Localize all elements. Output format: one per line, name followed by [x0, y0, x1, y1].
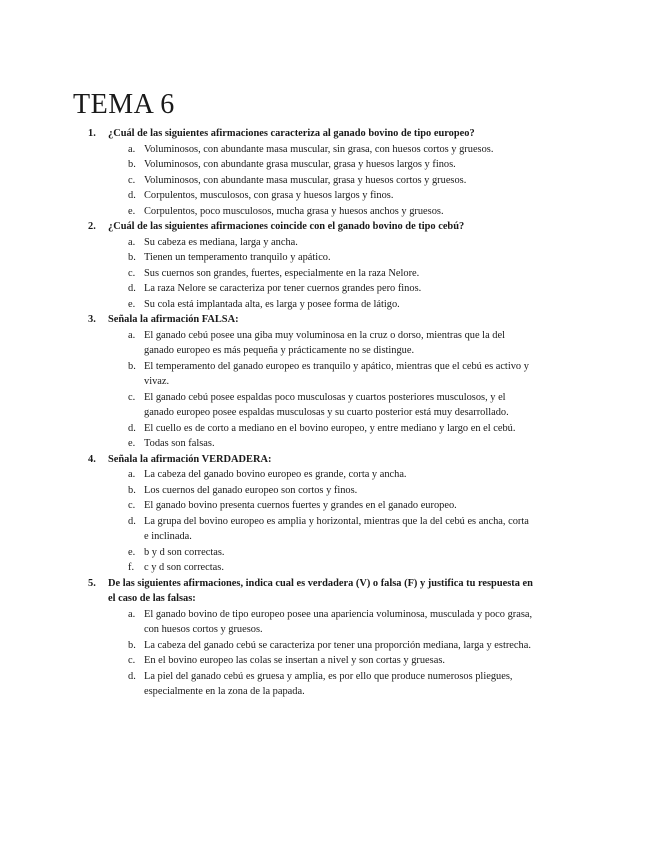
option-letter: c.: [128, 655, 136, 666]
option-letter: a.: [128, 236, 136, 248]
answer-option: [88, 638, 533, 654]
answer-option: [88, 359, 533, 390]
option-letter: b.: [128, 252, 136, 263]
question-text: De las siguientes afirmaciones, indica cual es verdadera (V) o falsa (F) y justifica tu respuesta en el caso de las falsas:: [108, 577, 533, 604]
answer-option: [88, 328, 533, 359]
option-letter: a.: [128, 329, 136, 341]
answer-option: [88, 281, 533, 297]
question-text: Señala la afirmación VERDADERA:: [108, 453, 272, 465]
answer-option: [88, 297, 533, 313]
option-text: c y d son correctas.: [144, 562, 224, 573]
option-text: La cabeza del ganado bovino europeo es grande, corta y ancha.: [144, 469, 407, 480]
question-4: [88, 452, 533, 576]
question-number: 5.: [88, 577, 96, 589]
question-text: ¿Cuál de las siguientes afirmaciones caracteriza al ganado bovino de tipo europeo?: [108, 128, 475, 139]
option-text: La cabeza del ganado cebú se caracteriza por tener una proporción mediana, larga y estrecha.: [144, 639, 531, 651]
question-3: [88, 312, 533, 452]
option-text: b y d son correctas.: [144, 546, 225, 558]
question-1: [88, 126, 533, 219]
question-2: [88, 219, 533, 312]
option-letter: a.: [128, 469, 136, 480]
option-letter: d.: [128, 283, 136, 294]
answer-option: [88, 560, 533, 576]
option-text: Sus cuernos son grandes, fuertes, especialmente en la raza Nelore.: [144, 267, 420, 279]
option-text: Corpulentos, musculosos, con grasa y huesos largos y finos.: [144, 190, 394, 201]
option-list: [88, 235, 533, 313]
option-letter: d.: [128, 190, 136, 201]
option-letter: e.: [128, 298, 136, 310]
option-text: En el bovino europeo las colas se insertan a nivel y son cortas y gruesas.: [144, 655, 445, 666]
question-text: Señala la afirmación FALSA:: [108, 314, 239, 325]
option-letter: c.: [128, 174, 136, 186]
option-text: Voluminosos, con abundante masa muscular, grasa y huesos cortos y gruesos.: [144, 174, 467, 186]
question-5: [88, 576, 533, 700]
answer-option: [88, 607, 533, 638]
option-text: La piel del ganado cebú es gruesa y amplia, es por ello que produce numerosos pliegues, especialmente en la zona de la papada.: [144, 670, 513, 697]
option-text: El ganado cebú posee una giba muy voluminosa en la cruz o dorso, mientras que la del ganado europeo es más pequeña y prácticamente no se distingue.: [144, 329, 505, 356]
answer-option: [88, 188, 533, 204]
answer-option: [88, 204, 533, 220]
page-title: TEMA 6: [73, 89, 175, 120]
answer-option: [88, 653, 533, 669]
question-number: 1.: [88, 128, 96, 139]
option-text: La raza Nelore se caracteriza por tener cuernos grandes pero finos.: [144, 283, 422, 294]
option-text: Tienen un temperamento tranquilo y apático.: [144, 252, 331, 263]
question-number: 4.: [88, 453, 96, 465]
question-text: ¿Cuál de las siguientes afirmaciones coincide con el ganado bovino de tipo cebú?: [108, 221, 465, 232]
answer-option: [88, 235, 533, 251]
answer-option: [88, 157, 533, 173]
answer-option: [88, 266, 533, 282]
option-list: [88, 142, 533, 220]
option-letter: d.: [128, 515, 136, 527]
question-list: [88, 126, 533, 700]
option-text: El ganado bovino de tipo europeo posee una apariencia voluminosa, musculada y poco grasa, con huesos cortos y gruesos.: [144, 608, 533, 635]
option-letter: e.: [128, 546, 136, 558]
option-text: Su cola está implantada alta, es larga y posee forma de látigo.: [144, 298, 400, 310]
option-text: El ganado bovino presenta cuernos fuertes y grandes en el ganado europeo.: [144, 500, 457, 511]
answer-option: [88, 483, 533, 499]
option-letter: b.: [128, 159, 136, 170]
option-text: Voluminosos, con abundante masa muscular, sin grasa, con huesos cortos y gruesos.: [144, 143, 494, 155]
option-letter: a.: [128, 608, 136, 620]
option-letter: a.: [128, 143, 136, 155]
answer-option: [88, 669, 533, 700]
option-letter: d.: [128, 422, 136, 434]
answer-option: [88, 173, 533, 189]
option-text: El ganado cebú posee espaldas poco musculosas y cuartos posteriores musculosos, y el ganado europeo posee espaldas musculosas y su cuarto posterior está muy desarrollado.: [144, 391, 509, 418]
option-letter: b.: [128, 639, 136, 651]
option-letter: f.: [128, 562, 135, 573]
option-letter: c.: [128, 500, 136, 511]
option-letter: b.: [128, 360, 136, 372]
answer-option: [88, 545, 533, 561]
answer-option: [88, 498, 533, 514]
answer-option: [88, 467, 533, 483]
answer-option: [88, 390, 533, 421]
answer-option: [88, 142, 533, 158]
option-letter: c.: [128, 267, 136, 279]
option-list: [88, 467, 533, 576]
option-text: Voluminosos, con abundante grasa muscular, grasa y huesos largos y finos.: [144, 159, 456, 170]
option-list: [88, 328, 533, 452]
question-number: 3.: [88, 314, 96, 325]
option-text: El temperamento del ganado europeo es tranquilo y apático, mientras que el cebú es activo y vivaz.: [144, 360, 529, 387]
option-letter: e.: [128, 438, 136, 449]
answer-option: [88, 250, 533, 266]
option-text: Corpulentos, poco musculosos, mucha grasa y huesos anchos y gruesos.: [144, 205, 444, 217]
option-list: [88, 607, 533, 700]
option-letter: b.: [128, 484, 136, 496]
option-text: La grupa del bovino europeo es amplia y horizontal, mientras que la del cebú es ancha, corta e inclinada.: [144, 515, 529, 542]
option-letter: c.: [128, 391, 136, 403]
option-text: El cuello es de corto a mediano en el bovino europeo, y entre mediano y largo en el cebú.: [144, 422, 516, 434]
answer-option: [88, 514, 533, 545]
option-text: Los cuernos del ganado europeo son cortos y finos.: [144, 484, 358, 496]
option-text: Todas son falsas.: [144, 438, 215, 449]
answer-option: [88, 436, 533, 452]
option-text: Su cabeza es mediana, larga y ancha.: [144, 236, 298, 248]
answer-option: [88, 421, 533, 437]
option-letter: d.: [128, 670, 136, 682]
question-number: 2.: [88, 221, 96, 232]
option-letter: e.: [128, 205, 136, 217]
